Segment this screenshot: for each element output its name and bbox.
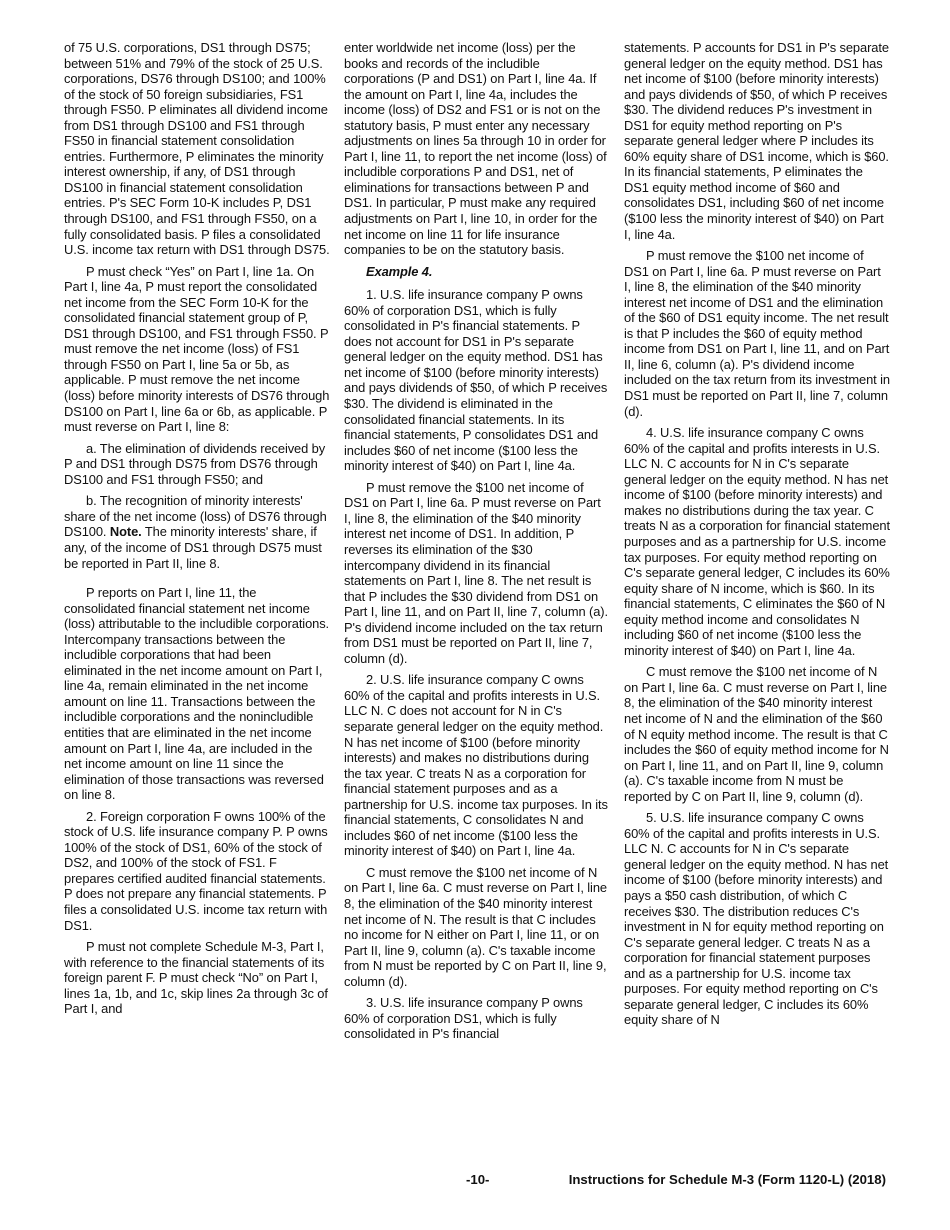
paragraph: C must remove the $100 net income of N on Part I, line 6a. C must reverse on Part I, line 8, the elimination of the $40 minority interest net income of N. The result is that C includes no income for N either on Part I, line 11, or on Part II, line 9, column (a). C's taxable income from N must be reported by C on Part II, line 9, column (d). [344, 864, 607, 989]
paragraph: statements. P accounts for DS1 in P's separate general ledger on the equity method. DS1 has net income of $100 (before minority interests) and pays dividends of $50, of which P receives $30. The dividend reduces P's investment in DS1 for equity method reporting on P's separate general ledger where P includes its 60% equity share of DS1 income, which is $60. In its financial statements, P eliminates the DS1 equity method income of $60 and consolidates DS1, including $60 of net income ($100 less the minority interest of $40) on Part I, line 4a. [624, 40, 889, 242]
paragraph: 3. U.S. life insurance company P owns 60% of corporation DS1, which is fully consolidated in P's financial [344, 995, 583, 1042]
paragraph: 4. U.S. life insurance company C owns 60% of the capital and profits interests in U.S. LLC N. C accounts for N in C's separate general ledger on the equity method. N has net income of $100 (before minority interests) and makes no distributions during the tax year. C treats N as a corporation for financial statement purposes and as a partnership for U.S. income tax purposes. For equity method reporting on C's separate general ledger, C includes its 60% equity share of N income, which is $60. In its financial statements, C eliminates the $60 of N equity method income and consolidates N including $60 of net income ($100 less the minority interest of $40) on Part I, line 4a. [624, 425, 890, 658]
paragraph: C must remove the $100 net income of N on Part I, line 6a. C must reverse on Part I, line 8, the elimination of the $40 minority interest net income of N and the elimination of the $60 of N equity method income. The result is that C includes the $60 of equity method income for N on Part I, line 11, and on Part II, line 9, column (a). C's taxable income from N must be reported by C on Part II, line 9, column (d). [624, 664, 889, 804]
paragraph: 1. U.S. life insurance company P owns 60% of corporation DS1, which is fully consolidated in P's financial statements. P does not account for DS1 in P's separate general ledger on the equity method. DS1 has net income of $100 (before minority interests) and pays dividends of $50, of which P receives $30. The dividend is eliminated in the consolidated financial statements. In its financial statements, P consolidates DS1 and includes $60 of net income ($100 less the minority interest of $40) on Part I, line 4a. [344, 287, 608, 474]
paragraph: P must check “Yes” on Part I, line 1a. On Part I, line 4a, P must report the consolidated net income from the SEC Form 10-K for the consolidated financial statement group of P, DS1 through DS100, and FS1 through FS50. P must remove the net income (loss) of FS1 through FS50 on Part I, line 5a or 5b, as applicable. P must remove the net income (loss) before minority interests of DS76 through DS100 on Part I, line 6a or 6b, as applicable. P must reverse on Part I, line 8: [64, 263, 330, 435]
paragraph: P must remove the $100 net income of DS1 on Part I, line 6a. P must reverse on Part I, line 8, the elimination of the $40 minority interest net income of DS1 and the elimination of the $60 of DS1 equity income. The net result is that P includes the $60 of equity method income from DS1 on Part I, line 11, and on Part II, line 6, column (a). P's dividend income included on the tax return from its investment in DS1 must be reported on Part II, line 7, column (d). [624, 248, 890, 419]
paragraph: of 75 U.S. corporations, DS1 through DS75; between 51% and 79% of the stock of 25 U.S. corporations, DS76 through DS100; and 100% of the stock of 50 foreign subsidiaries, FS1 through FS50. P eliminates all dividend income from DS1 through DS100 and FS1 through FS50 in financial statement consolidation entries. Furthermore, P eliminates the minority interest ownership, if any, of DS1 through DS100 in financial statement consolidation entries. P's SEC Form 10-K includes P, DS1 through DS100, and FS1 through FS50, on a fully consolidated basis. P files a consolidated U.S. income tax return with DS1 through DS75. [64, 40, 330, 258]
paragraph: 2. U.S. life insurance company C owns 60% of the capital and profits interests in U.S. LLC N. C does not account for N in C's separate general ledger on the equity method. N has net income of $100 (before minority interests) and makes no distributions during the tax year. C treats N as a corporation for financial statement purposes and as a partnership for U.S. income tax purposes. In its financial statements, C consolidates N and includes $60 of net income ($100 less the minority interest of $40) on Part I, line 4a. [344, 672, 608, 859]
list-item: a. The elimination of dividends received by P and DS1 through DS75 from DS76 through DS100 and FS1 through FS50; and [64, 440, 326, 487]
paragraph: P reports on Part I, line 11, the consolidated financial statement net income (loss) attributable to the includible corporations. Intercompany transactions between the includible corporations that had been eliminated in the net income amount on Part I, line 4a, remain eliminated in the net income amount on line 11. Transactions between the includible corporations and the nonincludible entities that are eliminated in the net income amount on Part I, line 4a, are included in the net income amount on line 11 since the elimination of those transactions was reversed on line 8. [64, 585, 330, 803]
text-column-middle [344, 40, 610, 1048]
list-item [64, 493, 330, 571]
note-text: The minority interests' share, if any, of the income of DS1 through DS75 must be reported in Part II, line 8. [64, 524, 322, 571]
page-footer [64, 1172, 886, 1192]
paragraph: P must not complete Schedule M-3, Part I, with reference to the financial statements of its foreign parent F. P must check “No” on Part I, lines 1a, 1b, and 1c, skip lines 2a through 3c of Part I, and [64, 939, 328, 1017]
paragraph: P must remove the $100 net income of DS1 on Part I, line 6a. P must reverse on Part I, line 8, the elimination of the $40 minority interest net income of DS1. In addition, P reverses its elimination of the $30 intercompany dividend in its financial statements on Part I, line 8. The net result is that P includes the $30 dividend from DS1 on Part I, line 11, and on Part II, line 7, column (a). P's dividend income included on the tax return from DS1 must be reported on Part II, line 7, column (d). [344, 479, 608, 666]
list-item-text: b. The recognition of minority interests' share of the net income (loss) of DS76 through DS100. [64, 493, 327, 540]
paragraph: enter worldwide net income (loss) per the books and records of the includible corporations (P and DS1) on Part I, line 4a. If the amount on Part I, line 4a, includes the income (loss) of DS2 and FS1 or is not on the statutory basis, P must enter any necessary adjustments on lines 5a through 10 in order for Part I, line 11, to report the net income (loss) of includible corporations P and DS1, net of eliminations for transactions between P and DS1. In particular, P must make any required adjustments on Part I, line 10, in order for the net income on line 11 for life insurance companies to be on the statutory basis. [344, 40, 607, 258]
footer-title: Instructions for Schedule M-3 (Form 1120-L) (2018) [568, 1172, 886, 1187]
note-label: Note. [109, 524, 142, 540]
paragraph: 2. Foreign corporation F owns 100% of the stock of U.S. life insurance company P. P owns 100% of the stock of DS1, 60% of the stock of DS2, and 100% of the stock of FS1. F prepares certified audited financial statements. P does not prepare any financial statements. P files a consolidated U.S. income tax return with DS1. [64, 808, 328, 933]
page-number: -10- [466, 1172, 490, 1187]
paragraph: 5. U.S. life insurance company C owns 60% of the capital and profits interests in U.S. LLC N. C accounts for N in C's separate general ledger on the equity method. N has net income of $100 (before minority interests) and pays a $50 cash distribution, of which C receives $30. The distribution reduces C's investment in N for equity method reporting on C's separate general ledger. C treats N as a corporation for financial statement purposes and as a partnership for U.S. income tax purposes. For equity method reporting on C's separate general ledger, C includes its 60% equity share of N [624, 810, 889, 1028]
example-heading: Example 4. [366, 263, 433, 279]
text-column-left [64, 40, 330, 1023]
text-column-right [624, 40, 890, 1034]
